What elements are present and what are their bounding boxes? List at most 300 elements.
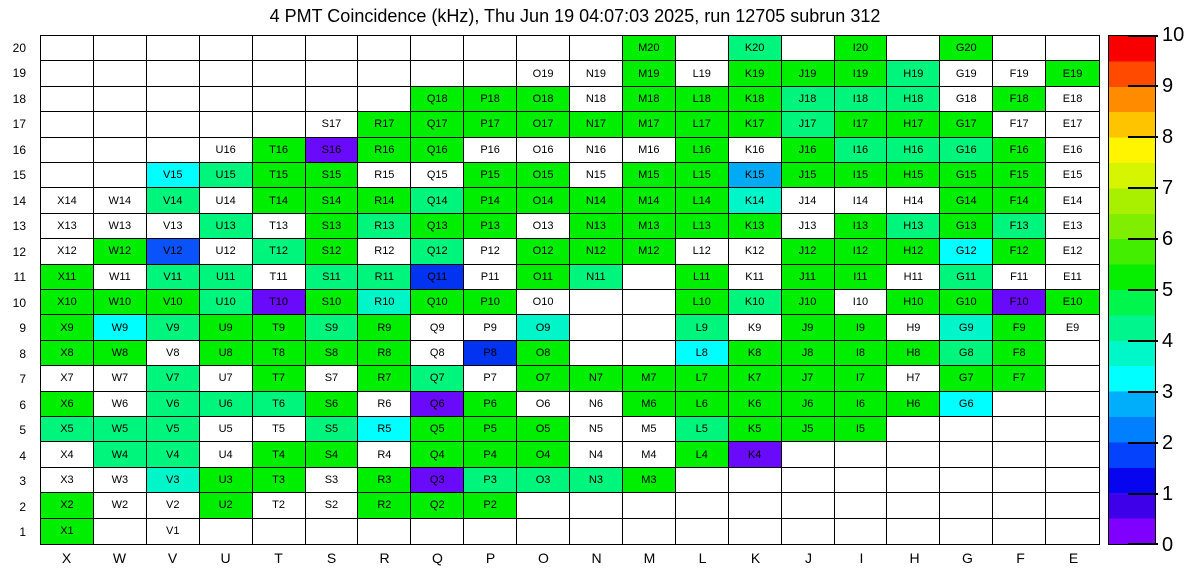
y-axis-row-labels <box>0 35 32 545</box>
heatmap-cell-F9: F9 <box>993 315 1046 340</box>
row-label-6: 6 <box>19 397 26 412</box>
heatmap-cell-X2: X2 <box>41 493 94 518</box>
heatmap-cell-I7: I7 <box>835 366 888 391</box>
column-label-V: V <box>167 550 178 566</box>
heatmap-cell-I14: I14 <box>835 188 888 213</box>
heatmap-cell-empty <box>570 290 623 315</box>
heatmap-cell-empty <box>993 519 1046 544</box>
heatmap-cell-empty <box>782 493 835 518</box>
heatmap-cell-empty <box>41 163 94 188</box>
heatmap-cell-J13: J13 <box>782 214 835 239</box>
heatmap-cell-empty <box>306 61 359 86</box>
heatmap-cell-empty <box>517 36 570 61</box>
heatmap-cell-empty <box>147 61 200 86</box>
heatmap-cell-P18: P18 <box>464 87 517 112</box>
heatmap-cell-G9: G9 <box>940 315 993 340</box>
heatmap-cell-empty <box>676 36 729 61</box>
heatmap-cell-H13: H13 <box>887 214 940 239</box>
heatmap-cell-F13: F13 <box>993 214 1046 239</box>
heatmap-cell-J6: J6 <box>782 392 835 417</box>
heatmap-cell-Q14: Q14 <box>411 188 464 213</box>
heatmap-cell-P17: P17 <box>464 112 517 137</box>
heatmap-cell-O18: O18 <box>517 87 570 112</box>
heatmap-cell-O11: O11 <box>517 265 570 290</box>
heatmap-cell-S12: S12 <box>306 239 359 264</box>
heatmap-cell-M15: M15 <box>623 163 676 188</box>
colorbar-label-7: 7 <box>1162 177 1174 199</box>
heatmap-cell-I6: I6 <box>835 392 888 417</box>
heatmap-cell-I5: I5 <box>835 417 888 442</box>
heatmap-cell-empty <box>940 417 993 442</box>
heatmap-cell-empty <box>94 163 147 188</box>
heatmap-cell-R5: R5 <box>358 417 411 442</box>
heatmap-cell-Q17: Q17 <box>411 112 464 137</box>
heatmap-cell-W8: W8 <box>94 341 147 366</box>
heatmap-cell-L18: L18 <box>676 87 729 112</box>
heatmap-cell-empty <box>835 519 888 544</box>
heatmap-grid <box>40 35 1100 545</box>
heatmap-cell-P3: P3 <box>464 468 517 493</box>
heatmap-cell-T5: T5 <box>253 417 306 442</box>
heatmap-cell-T13: T13 <box>253 214 306 239</box>
heatmap-cell-U4: U4 <box>200 442 253 467</box>
heatmap-cell-G10: G10 <box>940 290 993 315</box>
heatmap-cell-I15: I15 <box>835 163 888 188</box>
heatmap-cell-Q18: Q18 <box>411 87 464 112</box>
heatmap-cell-Q11: Q11 <box>411 265 464 290</box>
heatmap-cell-N7: N7 <box>570 366 623 391</box>
colorbar-tick-10 <box>1128 35 1158 37</box>
heatmap-cell-P13: P13 <box>464 214 517 239</box>
heatmap-cell-R2: R2 <box>358 493 411 518</box>
colorbar-tick-7 <box>1128 187 1158 189</box>
heatmap-cell-R10: R10 <box>358 290 411 315</box>
heatmap-cell-empty <box>887 417 940 442</box>
heatmap-cell-empty <box>887 493 940 518</box>
colorbar-label-6: 6 <box>1162 228 1174 250</box>
heatmap-cell-Q4: Q4 <box>411 442 464 467</box>
heatmap-cell-M6: M6 <box>623 392 676 417</box>
heatmap-cell-empty <box>940 493 993 518</box>
heatmap-cell-empty <box>1046 442 1099 467</box>
heatmap-cell-V7: V7 <box>147 366 200 391</box>
column-label-G: G <box>962 550 973 566</box>
heatmap-cell-N6: N6 <box>570 392 623 417</box>
heatmap-cell-I18: I18 <box>835 87 888 112</box>
heatmap-cell-empty <box>1046 493 1099 518</box>
heatmap-cell-T16: T16 <box>253 138 306 163</box>
heatmap-cell-W2: W2 <box>94 493 147 518</box>
heatmap-cell-L6: L6 <box>676 392 729 417</box>
heatmap-cell-empty <box>940 442 993 467</box>
heatmap-cell-T15: T15 <box>253 163 306 188</box>
heatmap-cell-empty <box>253 87 306 112</box>
heatmap-cell-P5: P5 <box>464 417 517 442</box>
heatmap-cell-S15: S15 <box>306 163 359 188</box>
heatmap-cell-I20: I20 <box>835 36 888 61</box>
heatmap-cell-R16: R16 <box>358 138 411 163</box>
heatmap-cell-U9: U9 <box>200 315 253 340</box>
heatmap-cell-N11: N11 <box>570 265 623 290</box>
heatmap-cell-M14: M14 <box>623 188 676 213</box>
heatmap-cell-empty <box>887 519 940 544</box>
row-label-16: 16 <box>12 142 26 157</box>
heatmap-cell-T6: T6 <box>253 392 306 417</box>
heatmap-cell-Q13: Q13 <box>411 214 464 239</box>
heatmap-cell-empty <box>358 61 411 86</box>
row-label-3: 3 <box>19 474 26 489</box>
heatmap-cell-M7: M7 <box>623 366 676 391</box>
heatmap-cell-K20: K20 <box>729 36 782 61</box>
heatmap-cell-empty <box>517 493 570 518</box>
heatmap-cell-Q10: Q10 <box>411 290 464 315</box>
heatmap-cell-empty <box>94 519 147 544</box>
heatmap-cell-J16: J16 <box>782 138 835 163</box>
heatmap-cell-K8: K8 <box>729 341 782 366</box>
heatmap-cell-W13: W13 <box>94 214 147 239</box>
heatmap-cell-O3: O3 <box>517 468 570 493</box>
heatmap-cell-U14: U14 <box>200 188 253 213</box>
heatmap-cell-L5: L5 <box>676 417 729 442</box>
colorbar-tick-5 <box>1128 289 1158 291</box>
heatmap-cell-L10: L10 <box>676 290 729 315</box>
heatmap-cell-L12: L12 <box>676 239 729 264</box>
heatmap-cell-L13: L13 <box>676 214 729 239</box>
heatmap-cell-empty <box>306 519 359 544</box>
heatmap-cell-H11: H11 <box>887 265 940 290</box>
colorbar-tick-3 <box>1128 391 1158 393</box>
heatmap-cell-V2: V2 <box>147 493 200 518</box>
heatmap-cell-I10: I10 <box>835 290 888 315</box>
heatmap-cell-L8: L8 <box>676 341 729 366</box>
heatmap-cell-K6: K6 <box>729 392 782 417</box>
heatmap-cell-S10: S10 <box>306 290 359 315</box>
colorbar-tick-4 <box>1128 340 1158 342</box>
heatmap-cell-empty <box>887 468 940 493</box>
heatmap-cell-K15: K15 <box>729 163 782 188</box>
heatmap-cell-H9: H9 <box>887 315 940 340</box>
heatmap-cell-I9: I9 <box>835 315 888 340</box>
heatmap-cell-V10: V10 <box>147 290 200 315</box>
heatmap-cell-Q6: Q6 <box>411 392 464 417</box>
heatmap-cell-K4: K4 <box>729 442 782 467</box>
heatmap-cell-P6: P6 <box>464 392 517 417</box>
heatmap-cell-empty <box>570 315 623 340</box>
heatmap-cell-I13: I13 <box>835 214 888 239</box>
heatmap-cell-R12: R12 <box>358 239 411 264</box>
heatmap-cell-Q16: Q16 <box>411 138 464 163</box>
row-label-2: 2 <box>19 499 26 514</box>
heatmap-cell-K18: K18 <box>729 87 782 112</box>
heatmap-cell-O16: O16 <box>517 138 570 163</box>
heatmap-cell-empty <box>147 87 200 112</box>
heatmap-cell-Q15: Q15 <box>411 163 464 188</box>
heatmap-cell-S4: S4 <box>306 442 359 467</box>
heatmap-cell-empty <box>676 468 729 493</box>
heatmap-cell-I16: I16 <box>835 138 888 163</box>
heatmap-cell-empty <box>94 36 147 61</box>
heatmap-cell-I11: I11 <box>835 265 888 290</box>
heatmap-cell-M20: M20 <box>623 36 676 61</box>
heatmap-cell-X8: X8 <box>41 341 94 366</box>
heatmap-cell-S6: S6 <box>306 392 359 417</box>
heatmap-cell-empty <box>94 87 147 112</box>
heatmap-cell-O8: O8 <box>517 341 570 366</box>
heatmap-cell-J14: J14 <box>782 188 835 213</box>
heatmap-cell-X10: X10 <box>41 290 94 315</box>
heatmap-cell-G7: G7 <box>940 366 993 391</box>
heatmap-cell-empty <box>253 36 306 61</box>
row-label-12: 12 <box>12 244 26 259</box>
heatmap-cell-P12: P12 <box>464 239 517 264</box>
heatmap-cell-J15: J15 <box>782 163 835 188</box>
heatmap-cell-E9: E9 <box>1046 315 1099 340</box>
heatmap-cell-F19: F19 <box>993 61 1046 86</box>
heatmap-cell-U15: U15 <box>200 163 253 188</box>
heatmap-cell-P7: P7 <box>464 366 517 391</box>
heatmap-cell-V11: V11 <box>147 265 200 290</box>
heatmap-cell-empty <box>782 468 835 493</box>
heatmap-cell-J19: J19 <box>782 61 835 86</box>
heatmap-cell-empty <box>200 87 253 112</box>
heatmap-cell-empty <box>1046 417 1099 442</box>
heatmap-cell-E17: E17 <box>1046 112 1099 137</box>
column-label-W: W <box>112 550 127 566</box>
colorbar-tick-8 <box>1128 136 1158 138</box>
heatmap-cell-empty <box>729 468 782 493</box>
heatmap-cell-K16: K16 <box>729 138 782 163</box>
heatmap-cell-empty <box>676 493 729 518</box>
heatmap-cell-N4: N4 <box>570 442 623 467</box>
column-label-T: T <box>274 550 283 566</box>
heatmap-cell-E14: E14 <box>1046 188 1099 213</box>
heatmap-cell-J17: J17 <box>782 112 835 137</box>
heatmap-cell-F12: F12 <box>993 239 1046 264</box>
heatmap-cell-G12: G12 <box>940 239 993 264</box>
heatmap-cell-R15: R15 <box>358 163 411 188</box>
row-label-10: 10 <box>12 295 26 310</box>
row-label-19: 19 <box>12 66 26 81</box>
column-label-O: O <box>538 550 549 566</box>
heatmap-cell-S16: S16 <box>306 138 359 163</box>
heatmap-cell-empty <box>993 468 1046 493</box>
heatmap-cell-E15: E15 <box>1046 163 1099 188</box>
heatmap-cell-empty <box>253 519 306 544</box>
heatmap-cell-empty <box>887 36 940 61</box>
heatmap-cell-K13: K13 <box>729 214 782 239</box>
heatmap-cell-P10: P10 <box>464 290 517 315</box>
heatmap-cell-empty <box>358 87 411 112</box>
heatmap-cell-E18: E18 <box>1046 87 1099 112</box>
heatmap-cell-O6: O6 <box>517 392 570 417</box>
heatmap-cell-W3: W3 <box>94 468 147 493</box>
heatmap-cell-W7: W7 <box>94 366 147 391</box>
heatmap-cell-S7: S7 <box>306 366 359 391</box>
column-label-P: P <box>485 550 496 566</box>
heatmap-cell-K5: K5 <box>729 417 782 442</box>
heatmap-cell-G15: G15 <box>940 163 993 188</box>
heatmap-cell-G16: G16 <box>940 138 993 163</box>
heatmap-cell-J9: J9 <box>782 315 835 340</box>
heatmap-cell-L17: L17 <box>676 112 729 137</box>
row-label-20: 20 <box>12 40 26 55</box>
heatmap-cell-R3: R3 <box>358 468 411 493</box>
heatmap-cell-F11: F11 <box>993 265 1046 290</box>
heatmap-cell-O15: O15 <box>517 163 570 188</box>
heatmap-cell-T8: T8 <box>253 341 306 366</box>
colorbar-label-0: 0 <box>1162 534 1174 556</box>
heatmap-cell-G19: G19 <box>940 61 993 86</box>
column-label-M: M <box>643 550 656 566</box>
heatmap-cell-F10: F10 <box>993 290 1046 315</box>
heatmap-cell-empty <box>993 36 1046 61</box>
heatmap-cell-empty <box>41 61 94 86</box>
heatmap-cell-empty <box>729 519 782 544</box>
heatmap-cell-E12: E12 <box>1046 239 1099 264</box>
heatmap-cell-H17: H17 <box>887 112 940 137</box>
heatmap-cell-U3: U3 <box>200 468 253 493</box>
heatmap-cell-R11: R11 <box>358 265 411 290</box>
heatmap-cell-M17: M17 <box>623 112 676 137</box>
heatmap-cell-empty <box>306 36 359 61</box>
heatmap-cell-empty <box>1046 468 1099 493</box>
heatmap-cell-Q5: Q5 <box>411 417 464 442</box>
heatmap-cell-M13: M13 <box>623 214 676 239</box>
heatmap-cell-H14: H14 <box>887 188 940 213</box>
heatmap-cell-empty <box>306 87 359 112</box>
heatmap-cell-S14: S14 <box>306 188 359 213</box>
heatmap-cell-X6: X6 <box>41 392 94 417</box>
heatmap-cell-empty <box>94 61 147 86</box>
heatmap-cell-P15: P15 <box>464 163 517 188</box>
heatmap-cell-S11: S11 <box>306 265 359 290</box>
heatmap-cell-U16: U16 <box>200 138 253 163</box>
heatmap-cell-U10: U10 <box>200 290 253 315</box>
heatmap-cell-I17: I17 <box>835 112 888 137</box>
colorbar-label-8: 8 <box>1162 126 1174 148</box>
heatmap-cell-P11: P11 <box>464 265 517 290</box>
heatmap-cell-V15: V15 <box>147 163 200 188</box>
heatmap-cell-empty <box>411 36 464 61</box>
heatmap-cell-empty <box>623 519 676 544</box>
heatmap-cell-N17: N17 <box>570 112 623 137</box>
heatmap-cell-I8: I8 <box>835 341 888 366</box>
heatmap-cell-W6: W6 <box>94 392 147 417</box>
heatmap-cell-E11: E11 <box>1046 265 1099 290</box>
column-label-J: J <box>805 550 812 566</box>
heatmap-cell-empty <box>41 87 94 112</box>
heatmap-cell-V9: V9 <box>147 315 200 340</box>
column-label-K: K <box>750 550 761 566</box>
colorbar-tick-9 <box>1128 85 1158 87</box>
heatmap-cell-empty <box>200 519 253 544</box>
heatmap-cell-F7: F7 <box>993 366 1046 391</box>
heatmap-cell-empty <box>887 442 940 467</box>
heatmap-cell-T14: T14 <box>253 188 306 213</box>
row-label-11: 11 <box>13 270 26 285</box>
heatmap-cell-empty <box>1046 519 1099 544</box>
row-label-14: 14 <box>12 193 26 208</box>
colorbar-tick-1 <box>1128 493 1158 495</box>
heatmap-cell-empty <box>147 36 200 61</box>
heatmap-cell-L19: L19 <box>676 61 729 86</box>
heatmap-cell-empty <box>147 138 200 163</box>
heatmap-cell-empty <box>835 442 888 467</box>
column-label-N: N <box>591 550 602 566</box>
heatmap-cell-T7: T7 <box>253 366 306 391</box>
heatmap-cell-N12: N12 <box>570 239 623 264</box>
heatmap-cell-H8: H8 <box>887 341 940 366</box>
heatmap-cell-empty <box>411 519 464 544</box>
heatmap-cell-S8: S8 <box>306 341 359 366</box>
heatmap-cell-M18: M18 <box>623 87 676 112</box>
heatmap-cell-O7: O7 <box>517 366 570 391</box>
heatmap-cell-E19: E19 <box>1046 61 1099 86</box>
heatmap-cell-empty <box>1046 341 1099 366</box>
row-label-7: 7 <box>19 372 26 387</box>
heatmap-cell-W11: W11 <box>94 265 147 290</box>
heatmap-cell-H6: H6 <box>887 392 940 417</box>
heatmap-cell-M12: M12 <box>623 239 676 264</box>
heatmap-cell-R8: R8 <box>358 341 411 366</box>
heatmap-cell-T3: T3 <box>253 468 306 493</box>
heatmap-cell-U6: U6 <box>200 392 253 417</box>
heatmap-cell-G14: G14 <box>940 188 993 213</box>
heatmap-cell-J11: J11 <box>782 265 835 290</box>
heatmap-cell-S5: S5 <box>306 417 359 442</box>
column-label-S: S <box>326 550 337 566</box>
heatmap-cell-empty <box>358 519 411 544</box>
heatmap-cell-R14: R14 <box>358 188 411 213</box>
heatmap-cell-T9: T9 <box>253 315 306 340</box>
heatmap-cell-G20: G20 <box>940 36 993 61</box>
heatmap-cell-N16: N16 <box>570 138 623 163</box>
heatmap-cell-V12: V12 <box>147 239 200 264</box>
row-label-1: 1 <box>19 525 26 540</box>
heatmap-cell-empty <box>993 442 1046 467</box>
heatmap-cell-empty <box>782 36 835 61</box>
heatmap-cell-empty <box>41 138 94 163</box>
heatmap-cell-O10: O10 <box>517 290 570 315</box>
heatmap-cell-L14: L14 <box>676 188 729 213</box>
heatmap-cell-W4: W4 <box>94 442 147 467</box>
heatmap-cell-H7: H7 <box>887 366 940 391</box>
colorbar-label-2: 2 <box>1162 432 1174 454</box>
heatmap-cell-O14: O14 <box>517 188 570 213</box>
heatmap-cell-empty <box>1046 36 1099 61</box>
heatmap-cell-M19: M19 <box>623 61 676 86</box>
heatmap-cell-S17: S17 <box>306 112 359 137</box>
heatmap-cell-empty <box>94 138 147 163</box>
heatmap-cell-H18: H18 <box>887 87 940 112</box>
heatmap-cell-U13: U13 <box>200 214 253 239</box>
heatmap-cell-W14: W14 <box>94 188 147 213</box>
heatmap-cell-empty <box>94 112 147 137</box>
heatmap-cell-X4: X4 <box>41 442 94 467</box>
heatmap-cell-T10: T10 <box>253 290 306 315</box>
heatmap-cell-X12: X12 <box>41 239 94 264</box>
heatmap-cell-X5: X5 <box>41 417 94 442</box>
heatmap-cell-J8: J8 <box>782 341 835 366</box>
heatmap-cell-O17: O17 <box>517 112 570 137</box>
heatmap-cell-S13: S13 <box>306 214 359 239</box>
heatmap-cell-O13: O13 <box>517 214 570 239</box>
heatmap-cell-G18: G18 <box>940 87 993 112</box>
colorbar-label-4: 4 <box>1162 330 1174 352</box>
heatmap-cell-N19: N19 <box>570 61 623 86</box>
heatmap-cell-empty <box>782 519 835 544</box>
heatmap-cell-N5: N5 <box>570 417 623 442</box>
